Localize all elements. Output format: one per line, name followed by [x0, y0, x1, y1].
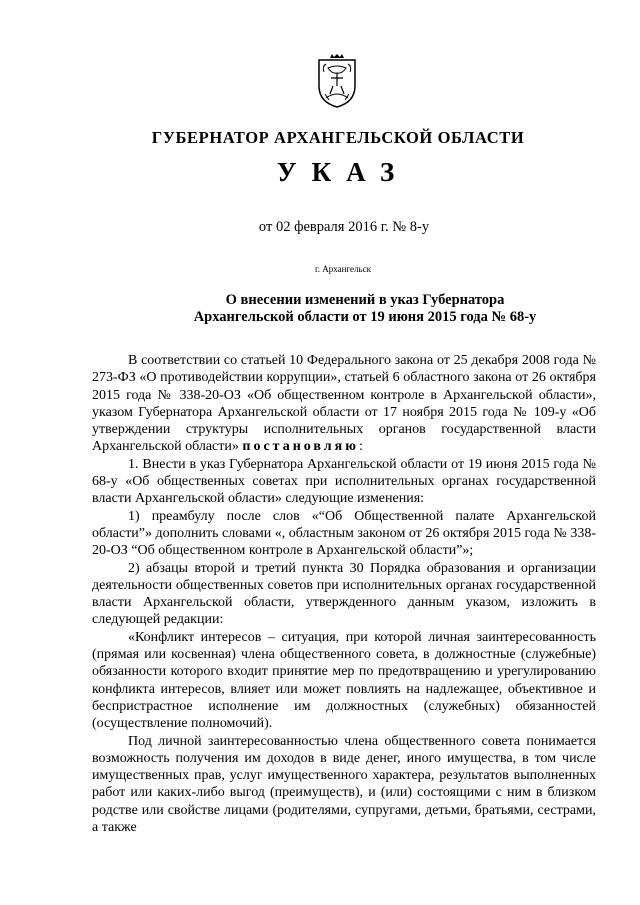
item-1-paragraph: 1. Внести в указ Губернатора Архангельской области от 19 июня 2015 года № 68-у «Об общественных советах при исполнительных органах государственной власти Архангельской области» следующие изменения: [92, 456, 596, 507]
subitem-1-paragraph: 1) преамбулу после слов «“Об Общественной палате Архангельской области”» дополнить словами «, областным законом от 26 октября 2015 года № 338-20-ОЗ “Об общественном контроле в Архангельской области”»; [92, 508, 596, 559]
document-body [92, 352, 596, 836]
coat-of-arms-icon [316, 54, 358, 108]
document-place: г. Архангельск [315, 264, 371, 274]
preamble-text: В соответствии со статьей 10 Федерального закона от 25 декабря 2008 года № 273-ФЗ «О противодействии коррупции», статьей 6 областного закона от 26 октября 2015 года № 338-20-ОЗ «Об общественном контроле в Архангельской области», указом Губернатора Архангельской области от 17 ноября 2015 года № 109-у «Об утверждении структуры исполнительных органов государственной власти Архангельской области» [92, 353, 596, 455]
document-date-number: от 02 февраля 2016 г. № 8-у [258, 219, 430, 235]
subitem-2-paragraph: 2) абзацы второй и третий пункта 30 Порядка образования и организации деятельности общественных советов при исполнительных органах государственной власти Архангельской области, утвержденного данным указом, изложить в следующей редакции: [92, 560, 596, 628]
quote-paragraph-2: Под личной заинтересованностью члена общественного совета понимается возможность получения им доходов в виде денег, иного имущества, в том числе имущественных прав, услуг имущественного характера, результатов выполненных работ или каких-либо выгод (преимуществ), и (или) состоящими с ним в близком родстве или свойстве лицами (родителями, супругами, детьми, братьями, сестрами, а также [92, 733, 596, 836]
quote-paragraph-1: «Конфликт интересов – ситуация, при которой личная заинтересованность (прямая или косвенная) члена общественного совета, в должностные (служебные) обязанности которого входит принятие мер по предотвращению и урегулированию конфликта интересов, влияет или может повлиять на надлежащее, объективное и беспристрастное исполнение им должностных (служебных) обязанностей (осуществление полномочий). [92, 629, 596, 732]
document-type: УКАЗ [276, 157, 410, 187]
preamble-paragraph [92, 352, 596, 456]
issuing-authority: ГУБЕРНАТОР АРХАНГЕЛЬСКОЙ ОБЛАСТИ [151, 128, 525, 147]
decree-word: постановляю [242, 439, 359, 455]
document-title-line-1: О внесении изменений в указ Губернатора [225, 292, 505, 308]
decree-colon: : [358, 439, 363, 455]
document-title [90, 292, 640, 326]
document-title-line-2: Архангельской области от 19 июня 2015 года № 68-у [193, 309, 537, 325]
